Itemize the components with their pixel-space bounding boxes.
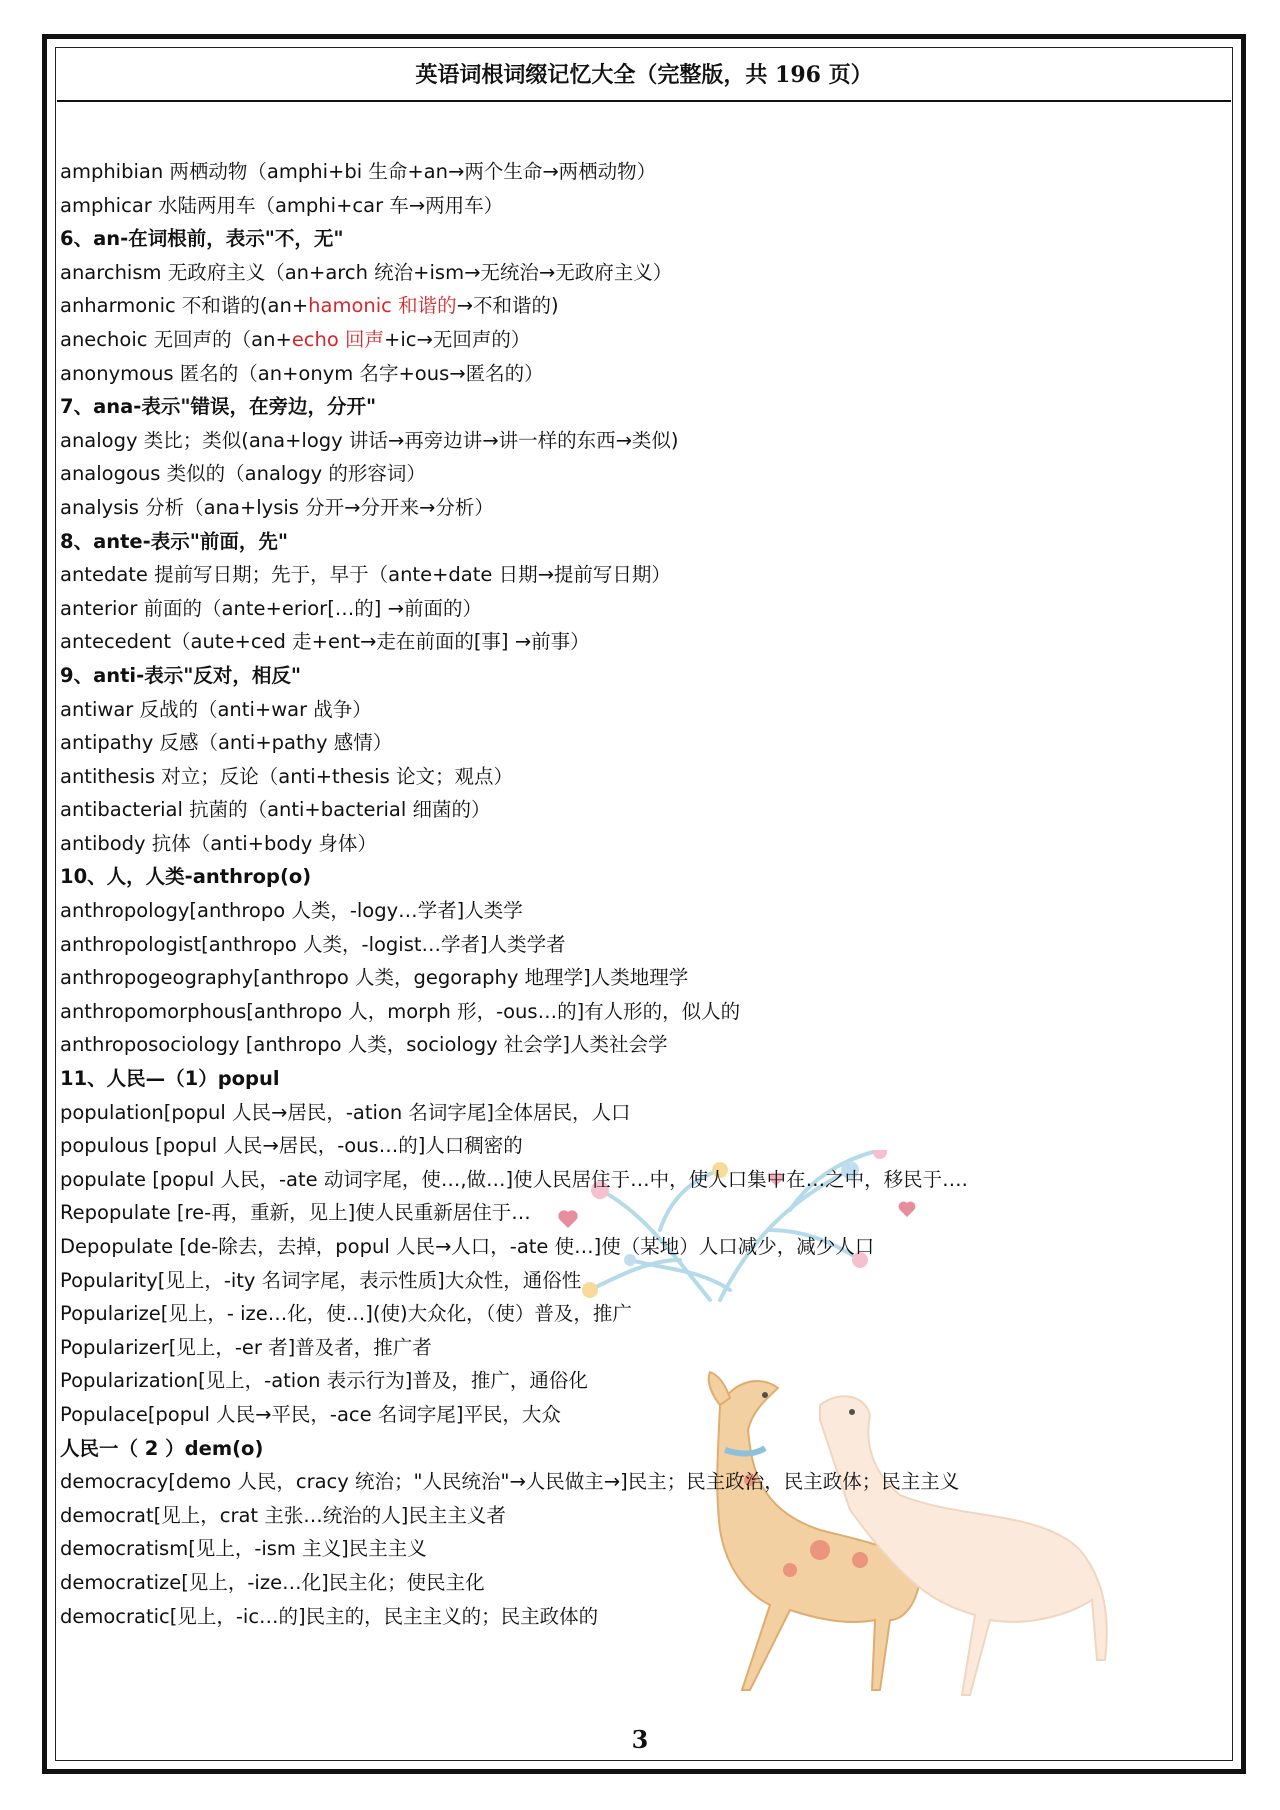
entry-text: antedate 提前写日期；先于，早于（ante+date 日期→提前写日期）: [60, 563, 671, 587]
word-entry: [60, 558, 1180, 592]
word-entry: [60, 1230, 1180, 1264]
entry-text: anterior 前面的（ante+erior[…的] →前面的）: [60, 596, 482, 620]
entry-text: amphibian 两栖动物（amphi+bi 生命+an→两个生命→两栖动物）: [60, 160, 657, 183]
entry-text: 8、ante-表示"前面，先": [60, 529, 289, 553]
entry-text: antecedent（aute+ced 走+ent→走在前面的[事] →前事）: [60, 630, 590, 654]
word-entry: [60, 726, 1180, 760]
highlighted-root: echo 回声: [291, 327, 385, 351]
page-header-title: 英语词根词缀记忆大全（完整版，共 196 页）: [415, 62, 873, 88]
word-entry: [60, 1331, 1180, 1365]
entry-text: population[popul 人民→居民，-ation 名词字尾]全体居民，人口: [60, 1100, 631, 1124]
entry-text: populate [popul 人民，-ate 动词字尾，使…,做…]使人民居住于…中，使人口集中在…之中，移民于….: [60, 1167, 968, 1191]
word-entry: [60, 189, 1180, 223]
entry-text: amphicar 水陆两用车（amphi+car 车→两用车）: [60, 193, 504, 217]
word-entry: [60, 1028, 1180, 1062]
section-heading: [60, 1062, 1180, 1096]
word-entry: [60, 155, 1180, 189]
entry-text: 11、人民—（1）popul: [60, 1067, 280, 1091]
entry-text: antibacterial 抗菌的（anti+bacterial 细菌的）: [60, 798, 491, 822]
word-entry: [60, 1499, 1180, 1533]
document-body: [60, 155, 1180, 1633]
section-heading: [60, 222, 1180, 256]
word-entry: [60, 592, 1180, 626]
word-entry: [60, 928, 1180, 962]
entry-text: antiwar 反战的（anti+war 战争）: [60, 697, 372, 721]
word-entry: [60, 491, 1180, 525]
entry-text: Popularize[见上，- ize…化，使…](使)大众化，（使）普及，推广: [60, 1302, 632, 1326]
word-entry: [60, 457, 1180, 491]
entry-text: anonymous 匿名的（an+onym 名字+ous→匿名的）: [60, 361, 544, 385]
page-number: 3: [631, 1725, 649, 1754]
entry-text: democracy[demo 人民，cracy 统治；"人民统治"→人民做主→]民主；民主政治，民主政体；民主主义: [60, 1470, 960, 1494]
word-entry: [60, 424, 1180, 458]
entry-text: democratic[见上，-ic…的]民主的，民主主义的；民主政体的: [60, 1604, 599, 1628]
word-entry: [60, 1532, 1180, 1566]
entry-text: antibody 抗体（anti+body 身体）: [60, 831, 377, 855]
word-entry: [60, 961, 1180, 995]
word-entry: [60, 1297, 1180, 1331]
entry-text: democratism[见上，-ism 主义]民主主义: [60, 1537, 427, 1561]
entry-text: anthropomorphous[anthropo 人，morph 形，-ous…的]有人形的，似人的: [60, 999, 741, 1023]
word-entry: [60, 1566, 1180, 1600]
word-entry: [60, 625, 1180, 659]
entry-text: Popularity[见上，-ity 名词字尾，表示性质]大众性，通俗性: [60, 1268, 582, 1292]
section-heading: [60, 860, 1180, 894]
word-entry: [60, 1264, 1180, 1298]
word-entry: [60, 1096, 1180, 1130]
word-entry: [60, 1163, 1180, 1197]
entry-text: democratize[见上，-ize…化]民主化；使民主化: [60, 1570, 485, 1594]
section-heading: [60, 1432, 1180, 1466]
entry-text: Repopulate [re-再，重新，见上]使人民重新居住于…: [60, 1201, 531, 1225]
word-entry: [60, 827, 1180, 861]
entry-text: Popularizer[见上，-er 者]普及者，推广者: [60, 1335, 432, 1359]
word-entry: [60, 289, 1180, 323]
word-entry: [60, 693, 1180, 727]
entry-text: analysis 分析（ana+lysis 分开→分开来→分析）: [60, 495, 494, 519]
header-divider: [57, 100, 1231, 102]
entry-text: anharmonic 不和谐的(an+: [60, 294, 309, 318]
entry-text: antipathy 反感（anti+pathy 感情）: [60, 731, 393, 755]
section-heading: [60, 659, 1180, 693]
highlighted-root: hamonic 和谐的: [308, 294, 457, 318]
word-entry: [60, 1398, 1180, 1432]
entry-text: anthropologist[anthropo 人类，-logist…学者]人类学者: [60, 932, 566, 956]
word-entry: [60, 1364, 1180, 1398]
entry-text: antithesis 对立；反论（anti+thesis 论文；观点）: [60, 764, 513, 788]
word-entry: [60, 1129, 1180, 1163]
entry-text: Depopulate [de-除去，去掉，popul 人民→人口，-ate 使…]使（某地）人口减少，减少人口: [60, 1235, 875, 1258]
word-entry: [60, 1196, 1180, 1230]
entry-text: 7、ana-表示"错误，在旁边，分开": [60, 395, 377, 419]
word-entry: [60, 793, 1180, 827]
word-entry: [60, 894, 1180, 928]
word-entry: [60, 357, 1180, 391]
word-entry: [60, 323, 1180, 357]
word-entry: [60, 995, 1180, 1029]
entry-text: democrat[见上，crat 主张…统治的人]民主主义者: [60, 1503, 506, 1527]
entry-list: [60, 155, 1180, 1633]
entry-text: →不和谐的): [456, 294, 559, 318]
section-heading: [60, 390, 1180, 424]
entry-text: Popularization[见上，-ation 表示行为]普及，推广，通俗化: [60, 1369, 588, 1393]
entry-text: populous [popul 人民→居民，-ous…的]人口稠密的: [60, 1134, 523, 1158]
entry-text: 9、anti-表示"反对，相反": [60, 663, 302, 687]
entry-text: +ic→无回声的）: [384, 327, 531, 351]
entry-text: Populace[popul 人民→平民，-ace 名词字尾]平民，大众: [60, 1402, 561, 1426]
word-entry: [60, 256, 1180, 290]
entry-text: analogy 类比；类似(ana+logy 讲话→再旁边讲→讲一样的东西→类似): [60, 428, 679, 452]
entry-text: anarchism 无政府主义（an+arch 统治+ism→无统治→无政府主义）: [60, 260, 673, 284]
entry-text: 人民一（ 2 ）dem(o): [60, 1436, 264, 1460]
entry-text: 6、an-在词根前，表示"不，无": [60, 227, 344, 251]
word-entry: [60, 1465, 1180, 1499]
section-heading: [60, 525, 1180, 559]
word-entry: [60, 1600, 1180, 1634]
word-entry: [60, 760, 1180, 794]
entry-text: anthropogeography[anthropo 人类，gegoraphy 地理学]人类地理学: [60, 966, 689, 990]
entry-text: 10、人，人类-anthrop(o): [60, 865, 312, 889]
entry-text: anthropology[anthropo 人类，-logy…学者]人类学: [60, 899, 523, 923]
entry-text: anthroposociology [anthropo 人类，sociology 社会学]人类社会学: [60, 1033, 668, 1057]
entry-text: analogous 类似的（analogy 的形容词）: [60, 462, 426, 486]
entry-text: anechoic 无回声的（an+: [60, 327, 292, 351]
